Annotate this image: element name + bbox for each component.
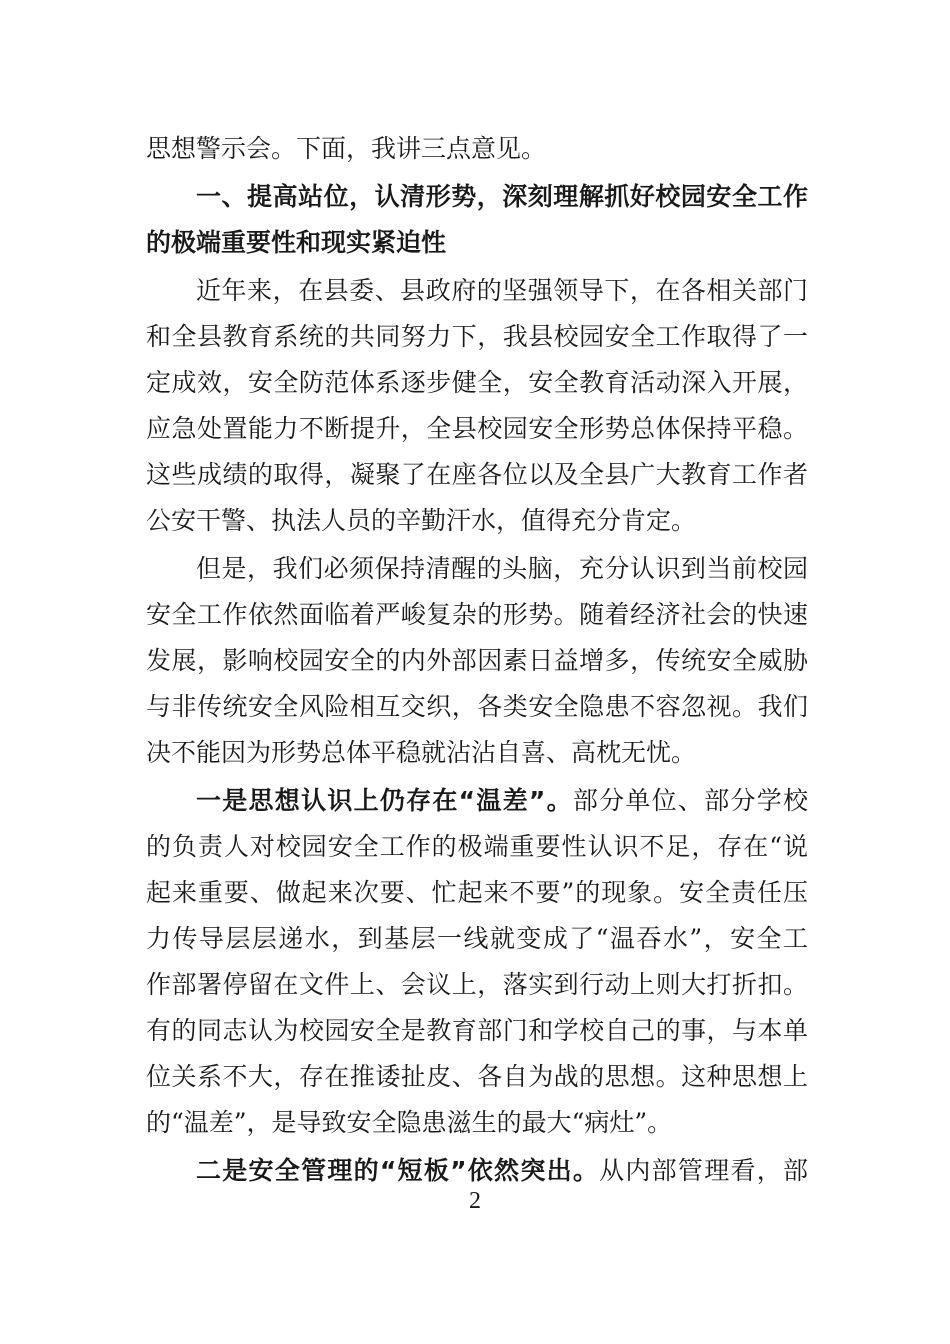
line-text: 思想警示会。下面，我讲三点意见。 <box>146 134 547 163</box>
line-text: 力传导层层递水，到基层一线就变成了“温吞水”，安全工 <box>146 924 808 953</box>
line-text: 起来重要、做起来次要、忙起来不要”的现象。安全责任压 <box>146 878 808 907</box>
line-text: 决不能因为形势总体平稳就沾沾自喜、高枕无忧。 <box>146 738 697 767</box>
text-line <box>146 1008 808 1054</box>
text-line <box>146 778 808 824</box>
section-heading <box>146 174 808 220</box>
text-line <box>146 1100 808 1146</box>
text-line <box>146 1054 808 1100</box>
line-text: 应急处置能力不断提升，全县校园安全形势总体保持平稳。 <box>146 414 808 443</box>
page-number: 2 <box>469 1188 481 1214</box>
line-text: 作部署停留在文件上、会议上，落实到行动上则大打折扣。 <box>146 970 808 999</box>
line-text: 的“温差”，是导致安全隐患滋生的最大“病灶”。 <box>146 1108 673 1137</box>
line-text: 近年来，在县委、县政府的坚强领导下，在各相关部门 <box>196 276 808 305</box>
text-line <box>146 360 808 406</box>
text-line <box>146 314 808 360</box>
bold-lead: 二是安全管理的“短板”依然突出。 <box>196 1156 600 1185</box>
line-text: 有的同志认为校园安全是教育部门和学校自己的事，与本单 <box>146 1016 808 1045</box>
line-text: 的负责人对校园安全工作的极端重要性认识不足，存在“说 <box>146 832 808 861</box>
line-text: 这些成绩的取得，凝聚了在座各位以及全县广大教育工作者 <box>146 460 808 489</box>
line-text: 和全县教育系统的共同努力下，我县校园安全工作取得了一 <box>146 322 808 351</box>
text-line <box>146 268 808 314</box>
text-line <box>146 126 808 172</box>
line-text: 位关系不大，存在推诿扯皮、各自为战的思想。这种思想上 <box>146 1062 808 1091</box>
line-text: 安全工作依然面临着严峻复杂的形势。随着经济社会的快速 <box>146 600 808 629</box>
text-line <box>146 870 808 916</box>
text-line <box>146 498 808 544</box>
section-heading-cont <box>146 220 808 266</box>
text-line <box>146 962 808 1008</box>
line-text: 发展，影响校园安全的内外部因素日益增多，传统安全威胁 <box>146 646 808 675</box>
line-text: 定成效，安全防范体系逐步健全，安全教育活动深入开展， <box>146 368 808 397</box>
text-line <box>146 546 808 592</box>
line-text: 但是，我们必须保持清醒的头脑，充分认识到当前校园 <box>196 554 808 583</box>
text-line <box>146 684 808 730</box>
body-text <box>146 126 808 1194</box>
text-line <box>146 730 808 776</box>
text-line <box>146 638 808 684</box>
heading-text: 一、提高站位，认清形势，深刻理解抓好校园安全工作 <box>196 182 808 211</box>
line-text: 从内部管理看，部 <box>599 1156 808 1185</box>
text-line <box>146 452 808 498</box>
text-line <box>146 406 808 452</box>
bold-lead: 一是思想认识上仍存在“温差”。 <box>196 786 573 815</box>
line-text: 与非传统安全风险相互交织，各类安全隐患不容忽视。我们 <box>146 692 808 721</box>
line-text: 公安干警、执法人员的辛勤汗水，值得充分肯定。 <box>146 506 697 535</box>
text-line <box>146 916 808 962</box>
heading-text: 的极端重要性和现实紧迫性 <box>146 228 447 257</box>
line-text: 部分单位、部分学校 <box>572 786 808 815</box>
text-line <box>146 824 808 870</box>
text-line <box>146 592 808 638</box>
